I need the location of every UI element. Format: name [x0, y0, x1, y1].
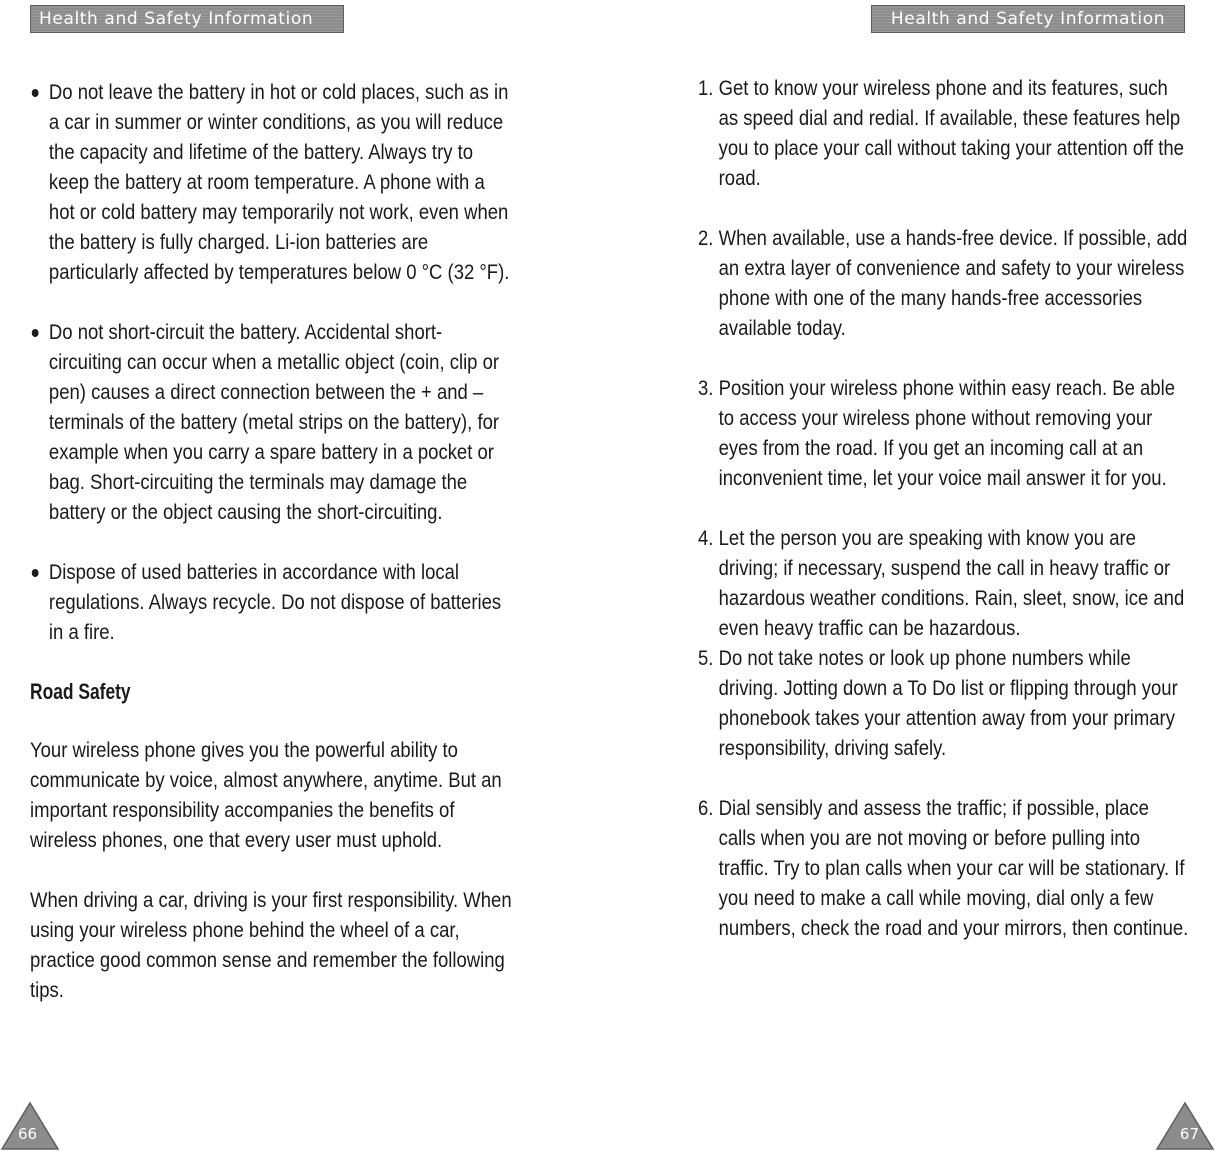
bullet-dot-icon [32, 89, 39, 97]
numbered-tip [698, 793, 1190, 943]
road-safety-heading: Road Safety [30, 679, 131, 704]
section-header-tab: Health and Safety Information [871, 5, 1185, 33]
bullet-item [30, 317, 512, 527]
numbered-tip [698, 523, 1190, 643]
tip-text: Let the person you are speaking with know you are driving; if necessary, suspend the call in heavy traffic or hazardous weather conditions. Rain, sleet, snow, ice and even heavy traffic can be hazardous. [718, 526, 1185, 640]
tip-number: 6. [698, 796, 714, 820]
tip-text: Dial sensibly and assess the traffic; if possible, place calls when you are not moving or before pulling into traffic. Try to plan calls when your car will be stationary. If you need to make a call while moving, dial only a few numbers, check the road and your mirrors, then continue. [718, 796, 1189, 940]
bullet-dot-icon [32, 569, 39, 577]
bullet-text: Do not leave the battery in hot or cold places, such as in a car in summer or winter conditions, as you will reduce the capacity and lifetime of the battery. Always try to keep the battery at room temperature. A phone with a hot or cold battery may temporarily not work, even when the battery is fully charged. Li-ion batteries are particularly affected by temperatures below 0 °C (32 °F). [48, 80, 510, 284]
numbered-tip [698, 73, 1190, 193]
tip-number: 5. [698, 646, 714, 670]
page-number: 66 [18, 1125, 38, 1143]
bullet-item [30, 77, 512, 287]
numbered-tip [698, 373, 1190, 493]
bullet-item [30, 557, 512, 647]
tip-number: 3. [698, 376, 714, 400]
tip-text: Position your wireless phone within easy reach. Be able to access your wireless phone without removing your eyes from the road. If you get an incoming call at an inconvenient time, let your voice mail answer it for you. [718, 376, 1175, 490]
intro-paragraph: Your wireless phone gives you the powerful ability to communicate by voice, almost anywhere, anytime. But an important responsibility accompanies the benefits of wireless phones, one that every user must uphold. [30, 738, 502, 852]
tip-number: 1. [698, 76, 714, 100]
right-page [607, 0, 1215, 1151]
section-header-tab: Health and Safety Information [30, 5, 344, 33]
page-number: 67 [1179, 1125, 1199, 1143]
left-page [0, 0, 600, 1151]
tip-text: Get to know your wireless phone and its features, such as speed dial and redial. If available, these features help you to place your call without taking your attention off the road. [718, 76, 1184, 190]
tip-text: When available, use a hands-free device. If possible, add an extra layer of convenience and safety to your wireless phone with one of the many hands-free accessories available today. [718, 226, 1188, 340]
tip-text: Do not take notes or look up phone numbers while driving. Jotting down a To Do list or flipping through your phonebook takes your attention away from your primary responsibility, driving safely. [718, 646, 1178, 760]
tip-number: 2. [698, 226, 714, 250]
bullet-dot-icon [32, 329, 39, 337]
right-text-column [698, 73, 1190, 973]
tips-intro-paragraph: When driving a car, driving is your first responsibility. When using your wireless phone behind the wheel of a car, practice good common sense and remember the following tips. [30, 888, 512, 1002]
bullet-text: Dispose of used batteries in accordance with local regulations. Always recycle. Do not dispose of batteries in a fire. [48, 560, 502, 644]
numbered-tip [698, 643, 1190, 763]
left-text-column [30, 77, 512, 1035]
tip-number: 4. [698, 526, 714, 550]
bullet-text: Do not short-circuit the battery. Accidental short-circuiting can occur when a metallic object (coin, clip or pen) causes a direct connection between the + and – terminals of the battery (metal strips on the battery), for example when you carry a spare battery in a pocket or bag. Short-circuiting the terminals may damage the battery or the object causing the short-circuiting. [48, 320, 500, 524]
numbered-tip [698, 223, 1190, 343]
